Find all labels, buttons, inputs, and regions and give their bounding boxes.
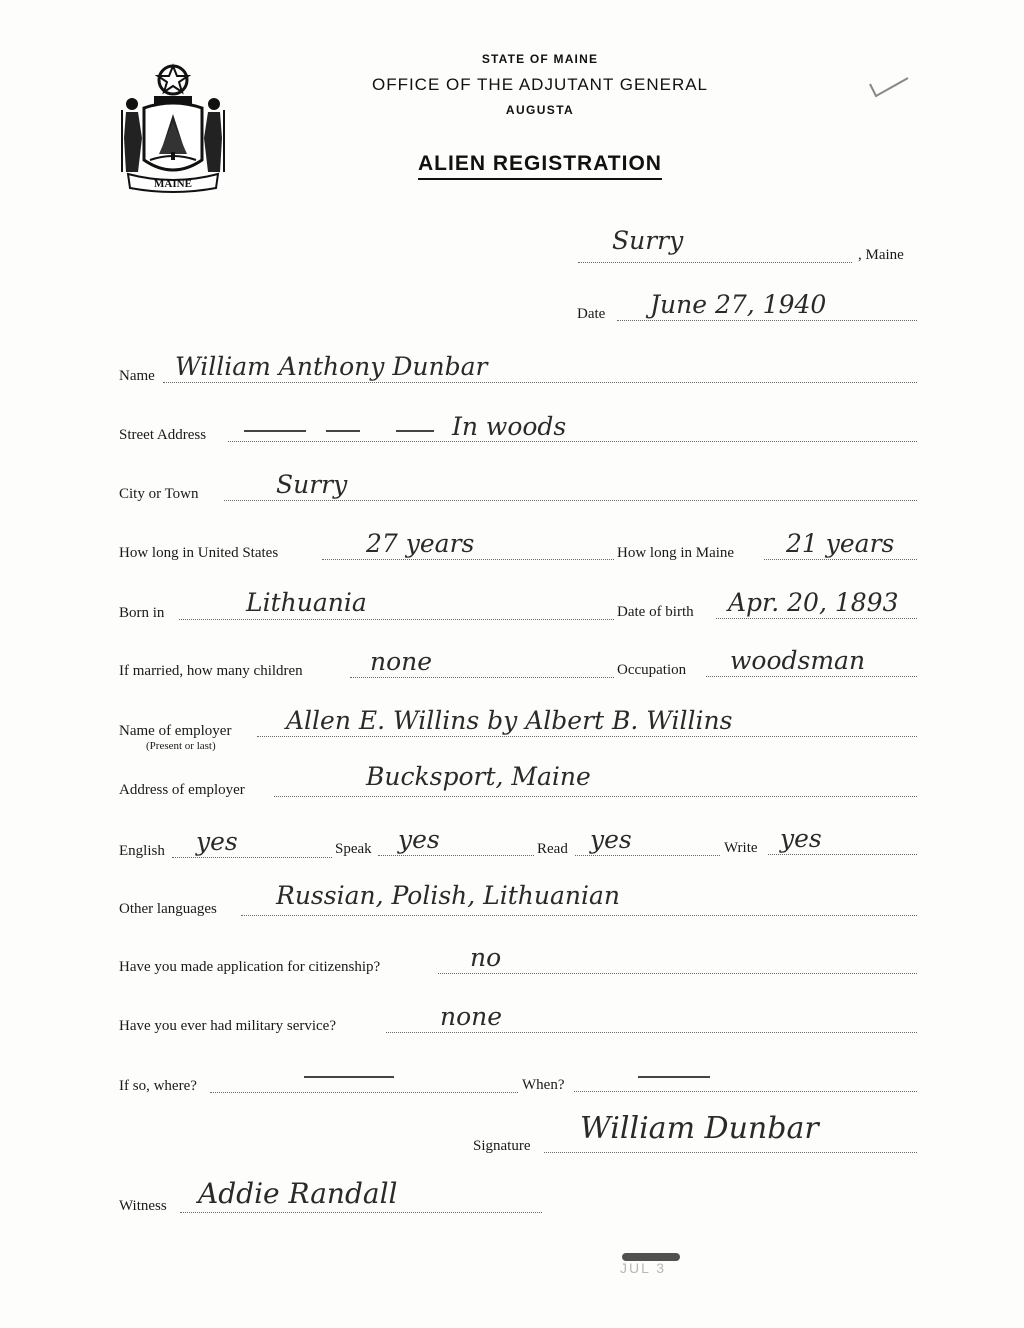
received-stamp: JUL 3 <box>620 1260 667 1276</box>
occupation-label: Occupation <box>617 662 687 678</box>
date-of-birth-line <box>716 618 917 619</box>
street-address-label: Street Address <box>119 427 207 443</box>
city-value: Surry <box>276 470 348 499</box>
check-mark-icon <box>866 74 912 100</box>
how-long-maine-value: 21 years <box>786 529 895 558</box>
speak-value: yes <box>398 825 440 854</box>
employer-name-value: Allen E. Willins by Albert B. Willins <box>286 706 733 735</box>
employer-name-sublabel: (Present or last) <box>146 740 216 752</box>
seal-banner-text: MAINE <box>154 178 192 190</box>
how-long-us-label: How long in United States <box>119 545 279 561</box>
married-children-line <box>350 677 614 678</box>
read-value: yes <box>590 825 632 854</box>
employer-address-value: Bucksport, Maine <box>366 762 591 791</box>
employer-address-label: Address of employer <box>119 782 245 798</box>
speak-line <box>378 855 534 856</box>
signature-line <box>544 1152 917 1153</box>
blank-dash <box>326 430 360 432</box>
married-children-label: If married, how many children <box>119 663 303 679</box>
city-line <box>224 500 917 501</box>
born-in-value: Lithuania <box>246 588 367 617</box>
city-heading: AUGUSTA <box>505 103 575 117</box>
read-line <box>575 855 720 856</box>
when-label: When? <box>522 1077 565 1093</box>
how-long-us-line <box>322 559 614 560</box>
how-long-maine-label: How long in Maine <box>617 545 735 561</box>
english-label: English <box>119 843 165 859</box>
form-title-text: ALIEN REGISTRATION <box>418 152 662 180</box>
how-long-us-value: 27 years <box>366 529 475 558</box>
citizenship-line <box>438 973 917 974</box>
military-service-value: none <box>440 1002 503 1031</box>
other-languages-line <box>241 915 917 916</box>
write-line <box>768 854 917 855</box>
born-in-line <box>179 619 614 620</box>
state-heading: STATE OF MAINE <box>481 52 599 66</box>
employer-name-label: Name of employer <box>119 723 232 739</box>
born-in-label: Born in <box>119 605 165 621</box>
city-label: City or Town <box>119 486 199 502</box>
town-line <box>578 262 852 263</box>
name-line <box>163 382 917 383</box>
maine-label: , Maine <box>858 247 904 263</box>
office-heading: OFFICE OF THE ADJUTANT GENERAL <box>371 75 709 94</box>
english-line <box>172 857 332 858</box>
witness-label: Witness <box>119 1198 167 1214</box>
signature-value: William Dunbar <box>580 1111 819 1146</box>
name-label: Name <box>119 368 155 384</box>
employer-address-line <box>274 796 917 797</box>
date-value: June 27, 1940 <box>650 290 827 319</box>
maine-state-seal-icon <box>118 62 228 194</box>
speak-label: Speak <box>335 841 372 857</box>
street-address-value: In woods <box>452 412 567 441</box>
employer-name-line <box>257 736 917 737</box>
where-line <box>210 1092 518 1093</box>
name-value: William Anthony Dunbar <box>175 352 488 381</box>
occupation-line <box>706 676 917 677</box>
military-service-label: Have you ever had military service? <box>119 1018 336 1034</box>
witness-value: Addie Randall <box>198 1177 398 1210</box>
occupation-value: woodsman <box>730 646 866 675</box>
citizenship-value: no <box>470 943 502 972</box>
signature-label: Signature <box>473 1138 531 1154</box>
write-label: Write <box>724 840 758 856</box>
when-line <box>574 1091 917 1092</box>
citizenship-label: Have you made application for citizenship? <box>119 959 381 975</box>
blank-dash <box>244 430 306 432</box>
town-value: Surry <box>612 226 684 255</box>
blank-dash <box>396 430 434 432</box>
other-languages-value: Russian, Polish, Lithuanian <box>276 881 621 910</box>
date-label: Date <box>577 306 606 322</box>
where-label: If so, where? <box>119 1078 197 1094</box>
date-of-birth-label: Date of birth <box>617 604 694 620</box>
date-line <box>617 320 917 321</box>
other-languages-label: Other languages <box>119 901 217 917</box>
witness-line <box>180 1212 542 1213</box>
read-label: Read <box>537 841 568 857</box>
how-long-maine-line <box>764 559 917 560</box>
blank-dash <box>304 1076 394 1078</box>
date-of-birth-value: Apr. 20, 1893 <box>728 588 899 617</box>
blank-dash <box>638 1076 710 1078</box>
english-value: yes <box>196 827 238 856</box>
street-address-line <box>228 441 917 442</box>
write-value: yes <box>780 824 822 853</box>
married-children-value: none <box>370 647 433 676</box>
military-service-line <box>386 1032 917 1033</box>
